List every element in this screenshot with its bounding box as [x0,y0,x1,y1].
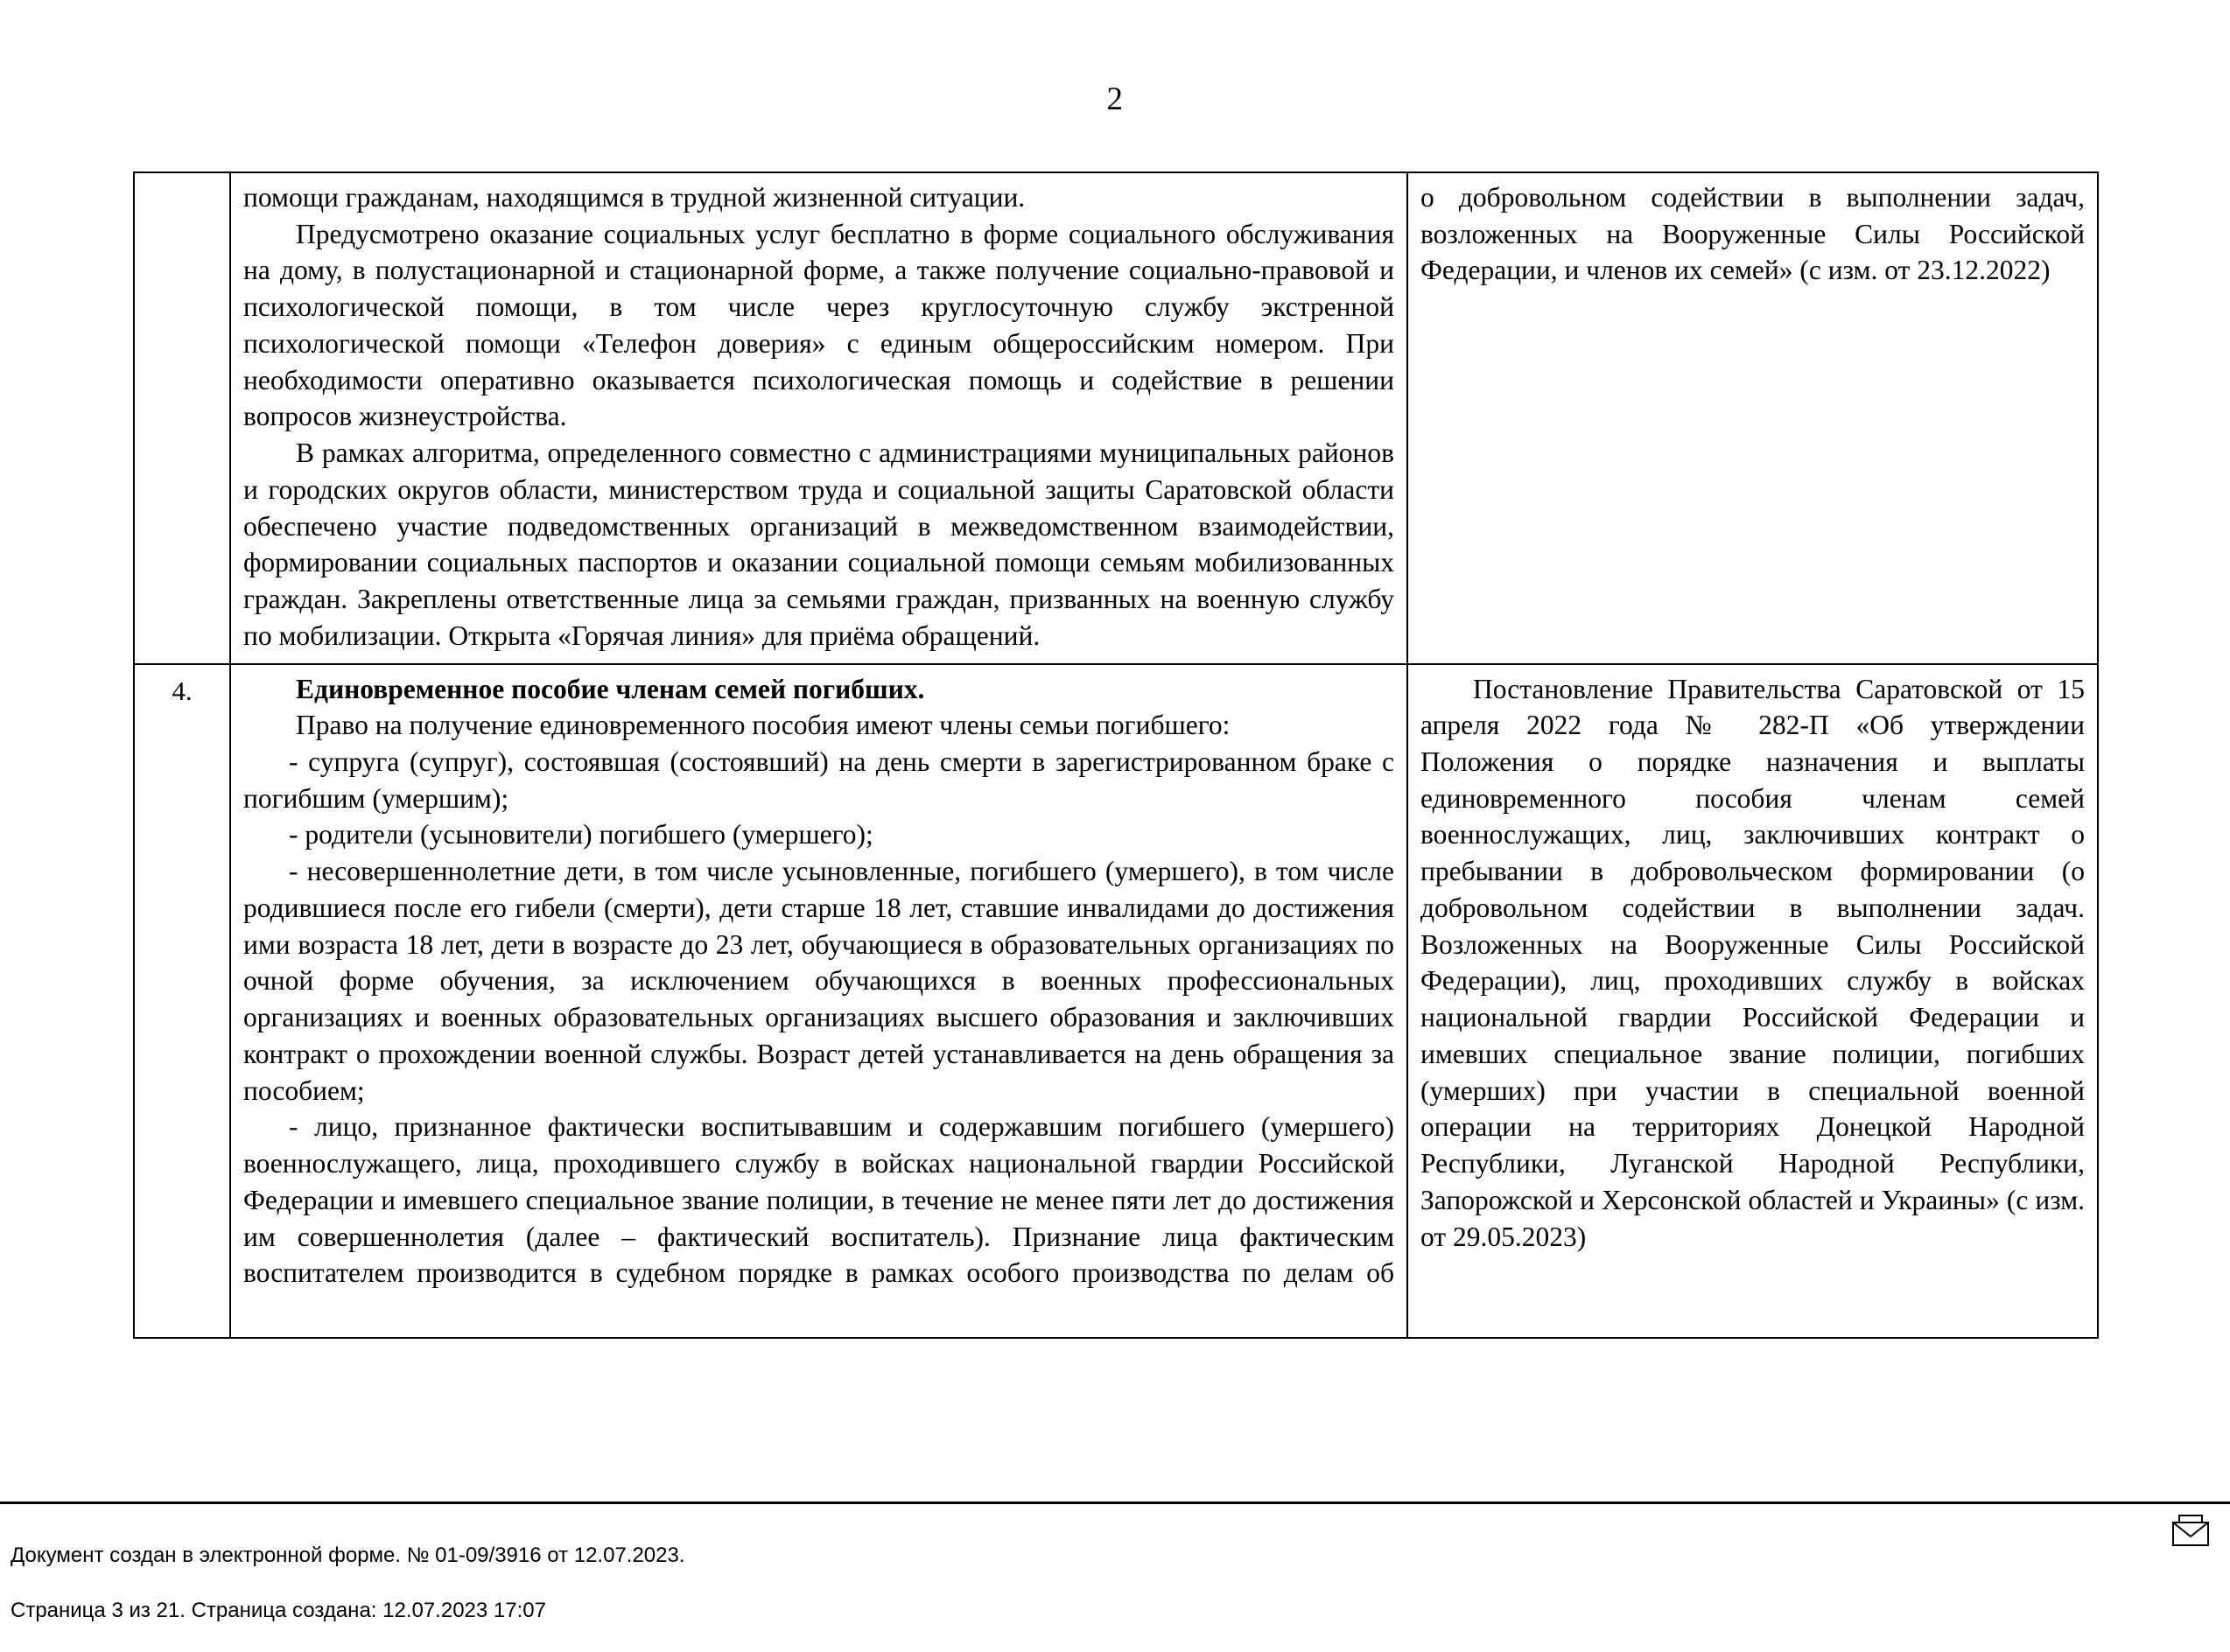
paragraph: Право на получение единовременного пособия имеют члены семьи погибшего: [296,710,1231,741]
paragraph: помощи гражданам, находящимся в трудной жизненной ситуации. [243,182,1026,213]
list-item: - супруга (супруг), состоявшая (состоявший) на день смерти в зарегистрированном браке с погибшим (умершим); [243,746,1394,814]
row-number [135,173,229,182]
paragraph-heading: Единовременное пособие членам семей погибших. [296,673,925,704]
legal-basis-cell [1407,172,2098,664]
row-number-cell [134,172,230,664]
electronic-signature-stamp-icon [2170,1510,2211,1556]
page-number: 2 [1106,81,1124,117]
footer-page-line: Страница 3 из 21. Страница создана: 12.07.2023 17:07 [11,1599,546,1623]
list-item: - лицо, признанное фактически воспитывавшим и содержавшим погибшего (умершего) военнослужащего, лица, проходившего службу в войсках национальной гвардии Российской Федерации и имевшего специальное звание полиции, в течение не менее пяти лет до достижения им совершеннолетия (далее – фактический воспитатель). Признание лица фактическим воспитателем производится в судебном порядке в рамках особого производства по делам об [243,1111,1394,1289]
measure-description-cell [230,664,1407,1338]
table-row [134,172,2098,664]
measures-table [133,172,2099,1339]
table-row [134,664,2098,1338]
footer-divider [0,1502,2230,1504]
row-number: 4. [172,675,193,706]
paragraph: о добровольном содействии в выполнении задач, возложенных на Вооруженные Силы Российской Федерации, и членов их семей» (с изм. от 23.12.2022) [1420,182,2085,286]
paragraph: В рамках алгоритма, определенного совместно с администрациями муниципальных районов и городских округов области, министерством труда и социальной защиты Саратовской области обеспечено участие подведомственных организаций в межведомственном взаимодействии, формировании социальных паспортов и оказании социальной помощи семьям мобилизованных граждан. Закреплены ответственные лица за семьями граждан, призванных на военную службу по мобилизации. Открыта «Горячая линия» для приёма обращений. [243,438,1394,651]
list-item: - родители (усыновители) погибшего (умершего); [289,819,873,850]
row-number-cell [134,664,230,1338]
paragraph: Постановление Правительства Саратовской от 15 апреля 2022 года № 282-П «Об утверждении Положения о порядке назначения и выплаты единовременного пособия членам семей военнослужащих, лиц, заключивших контракт о пребывании в добровольческом формировании (о добровольном содействии в выполнении задач. Возложенных на Вооруженные Силы Российской Федерации), лиц, проходивших службу в войсках национальной гвардии Российской Федерации и имевших специальное звание полиции, погибших (умерших) при участии в специальной военной операции на территориях Донецкой Народной Республики, Луганской Народной Республики, Запорожской и Херсонской областей и Украины» (с изм. от 29.05.2023) [1420,673,2085,1252]
measure-description-cell [230,172,1407,664]
footer-metadata [11,1514,685,1652]
footer-document-line: Документ создан в электронной форме. № 01-09/3916 от 12.07.2023. [11,1543,685,1567]
paragraph: Предусмотрено оказание социальных услуг бесплатно в форме социального обслуживания на дому, в полустационарной и стационарной форме, а также получение социально-правовой и психологической помощи, в том числе через круглосуточную службу экстренной психологической помощи «Телефон доверия» с единым общероссийским номером. При необходимости оперативно оказывается психологическая помощь и содействие в решении вопросов жизнеустройства. [243,218,1394,432]
list-item: - несовершеннолетние дети, в том числе усыновленные, погибшего (умершего), в том числе родившиеся после его гибели (смерти), дети старше 18 лет, ставшие инвалидами до достижения ими возраста 18 лет, дети в возрасте до 23 лет, обучающиеся в образовательных организациях по очной форме обучения, за исключением обучающихся в военных профессиональных организациях и военных образовательных организациях высшего образования и заключивших контракт о прохождении военной службы. Возраст детей устанавливается на день обращения за пособием; [243,856,1394,1106]
legal-basis-cell [1407,664,2098,1338]
